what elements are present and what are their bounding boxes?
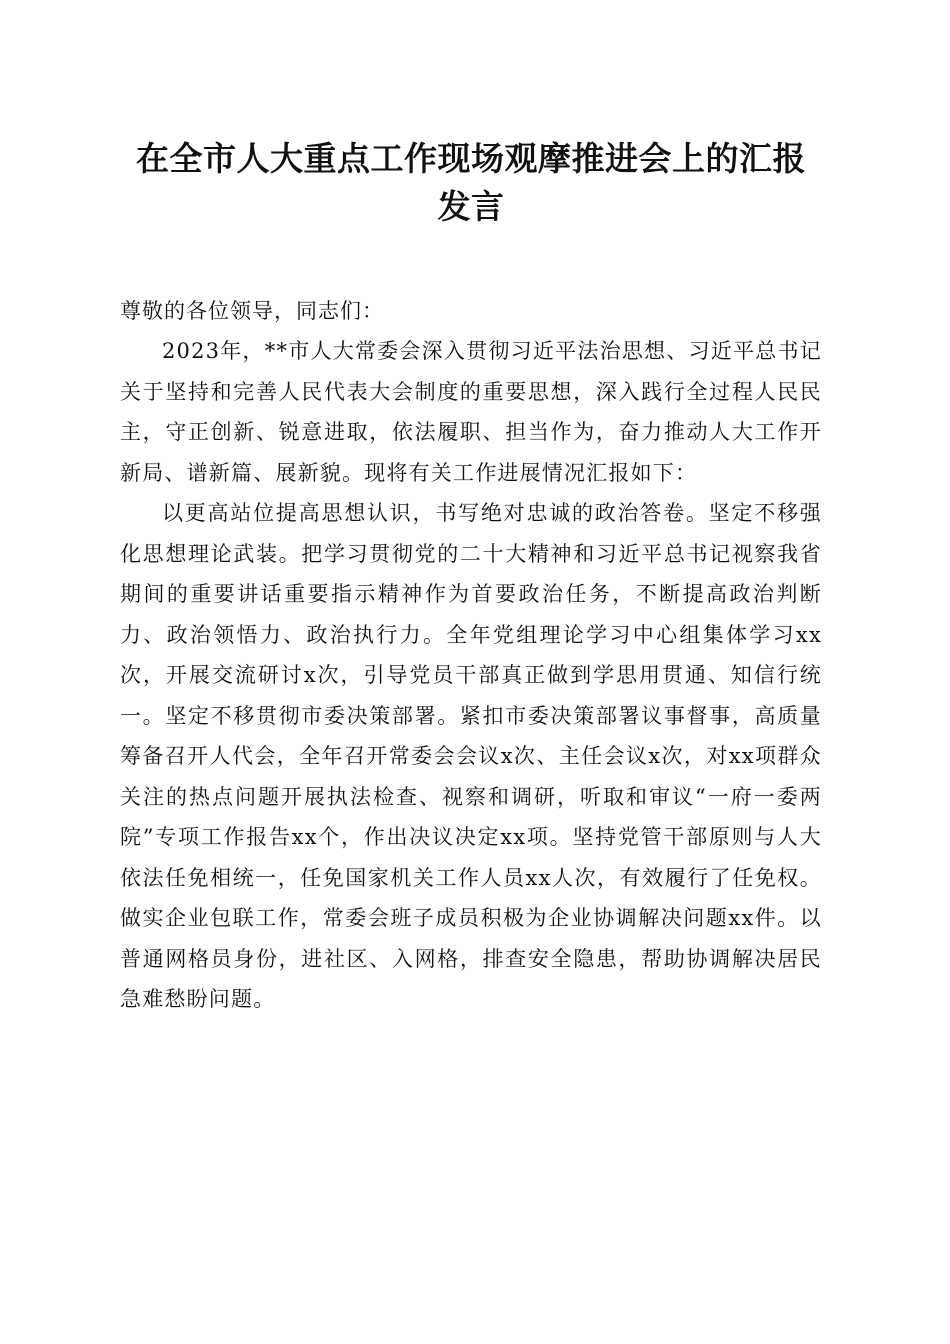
title-line-1: 在全市人大重点工作现场观摩推进会上的汇报 <box>136 139 806 178</box>
paragraph-intro: 2023年，**市人大常委会深入贯彻习近平法治思想、习近平总书记关于坚持和完善人民代表大会制度的重要思想，深入践行全过程人民民主，守正创新、锐意进取，依法履职、担当作为，奋力推动人大工作开新局、谱新篇、展新貌。现将有关工作进展情况汇报如下： <box>120 339 822 485</box>
paragraph-political-loyalty: 以更高站位提高思想认识，书写绝对忠诚的政治答卷。坚定不移强化思想理论武装。把学习贯彻党的二十大精神和习近平总书记视察我省期间的重要讲话重要指示精神作为首要政治任务，不断提高政治判断力、政治领悟力、政治执行力。全年党组理论学习中心组集体学习xx次，开展交流研讨x次，引导党员干部真正做到学思用贯通、知信行统一。坚定不移贯彻市委决策部署。紧扣市委决策部署议事督事，高质量筹备召开人代会，全年召开常委会会议x次、主任会议x次，对xx项群众关注的热点问题开展执法检查、视察和调研，听取和审议“一府一委两院”专项工作报告xx个，作出决议决定xx项。坚持党管干部原则与人大依法任免相统一，任免国家机关工作人员xx人次，有效履行了任免权。做实企业包联工作，常委会班子成员积极为企业协调解决问题xx件。以普通网格员身份，进社区、入网格，排查安全隐患，帮助协调解决居民急难愁盼问题。 <box>120 501 822 1011</box>
title-line-2: 发言 <box>437 187 505 226</box>
salutation: 尊敬的各位领导，同志们： <box>120 299 384 323</box>
document-title <box>120 135 822 231</box>
